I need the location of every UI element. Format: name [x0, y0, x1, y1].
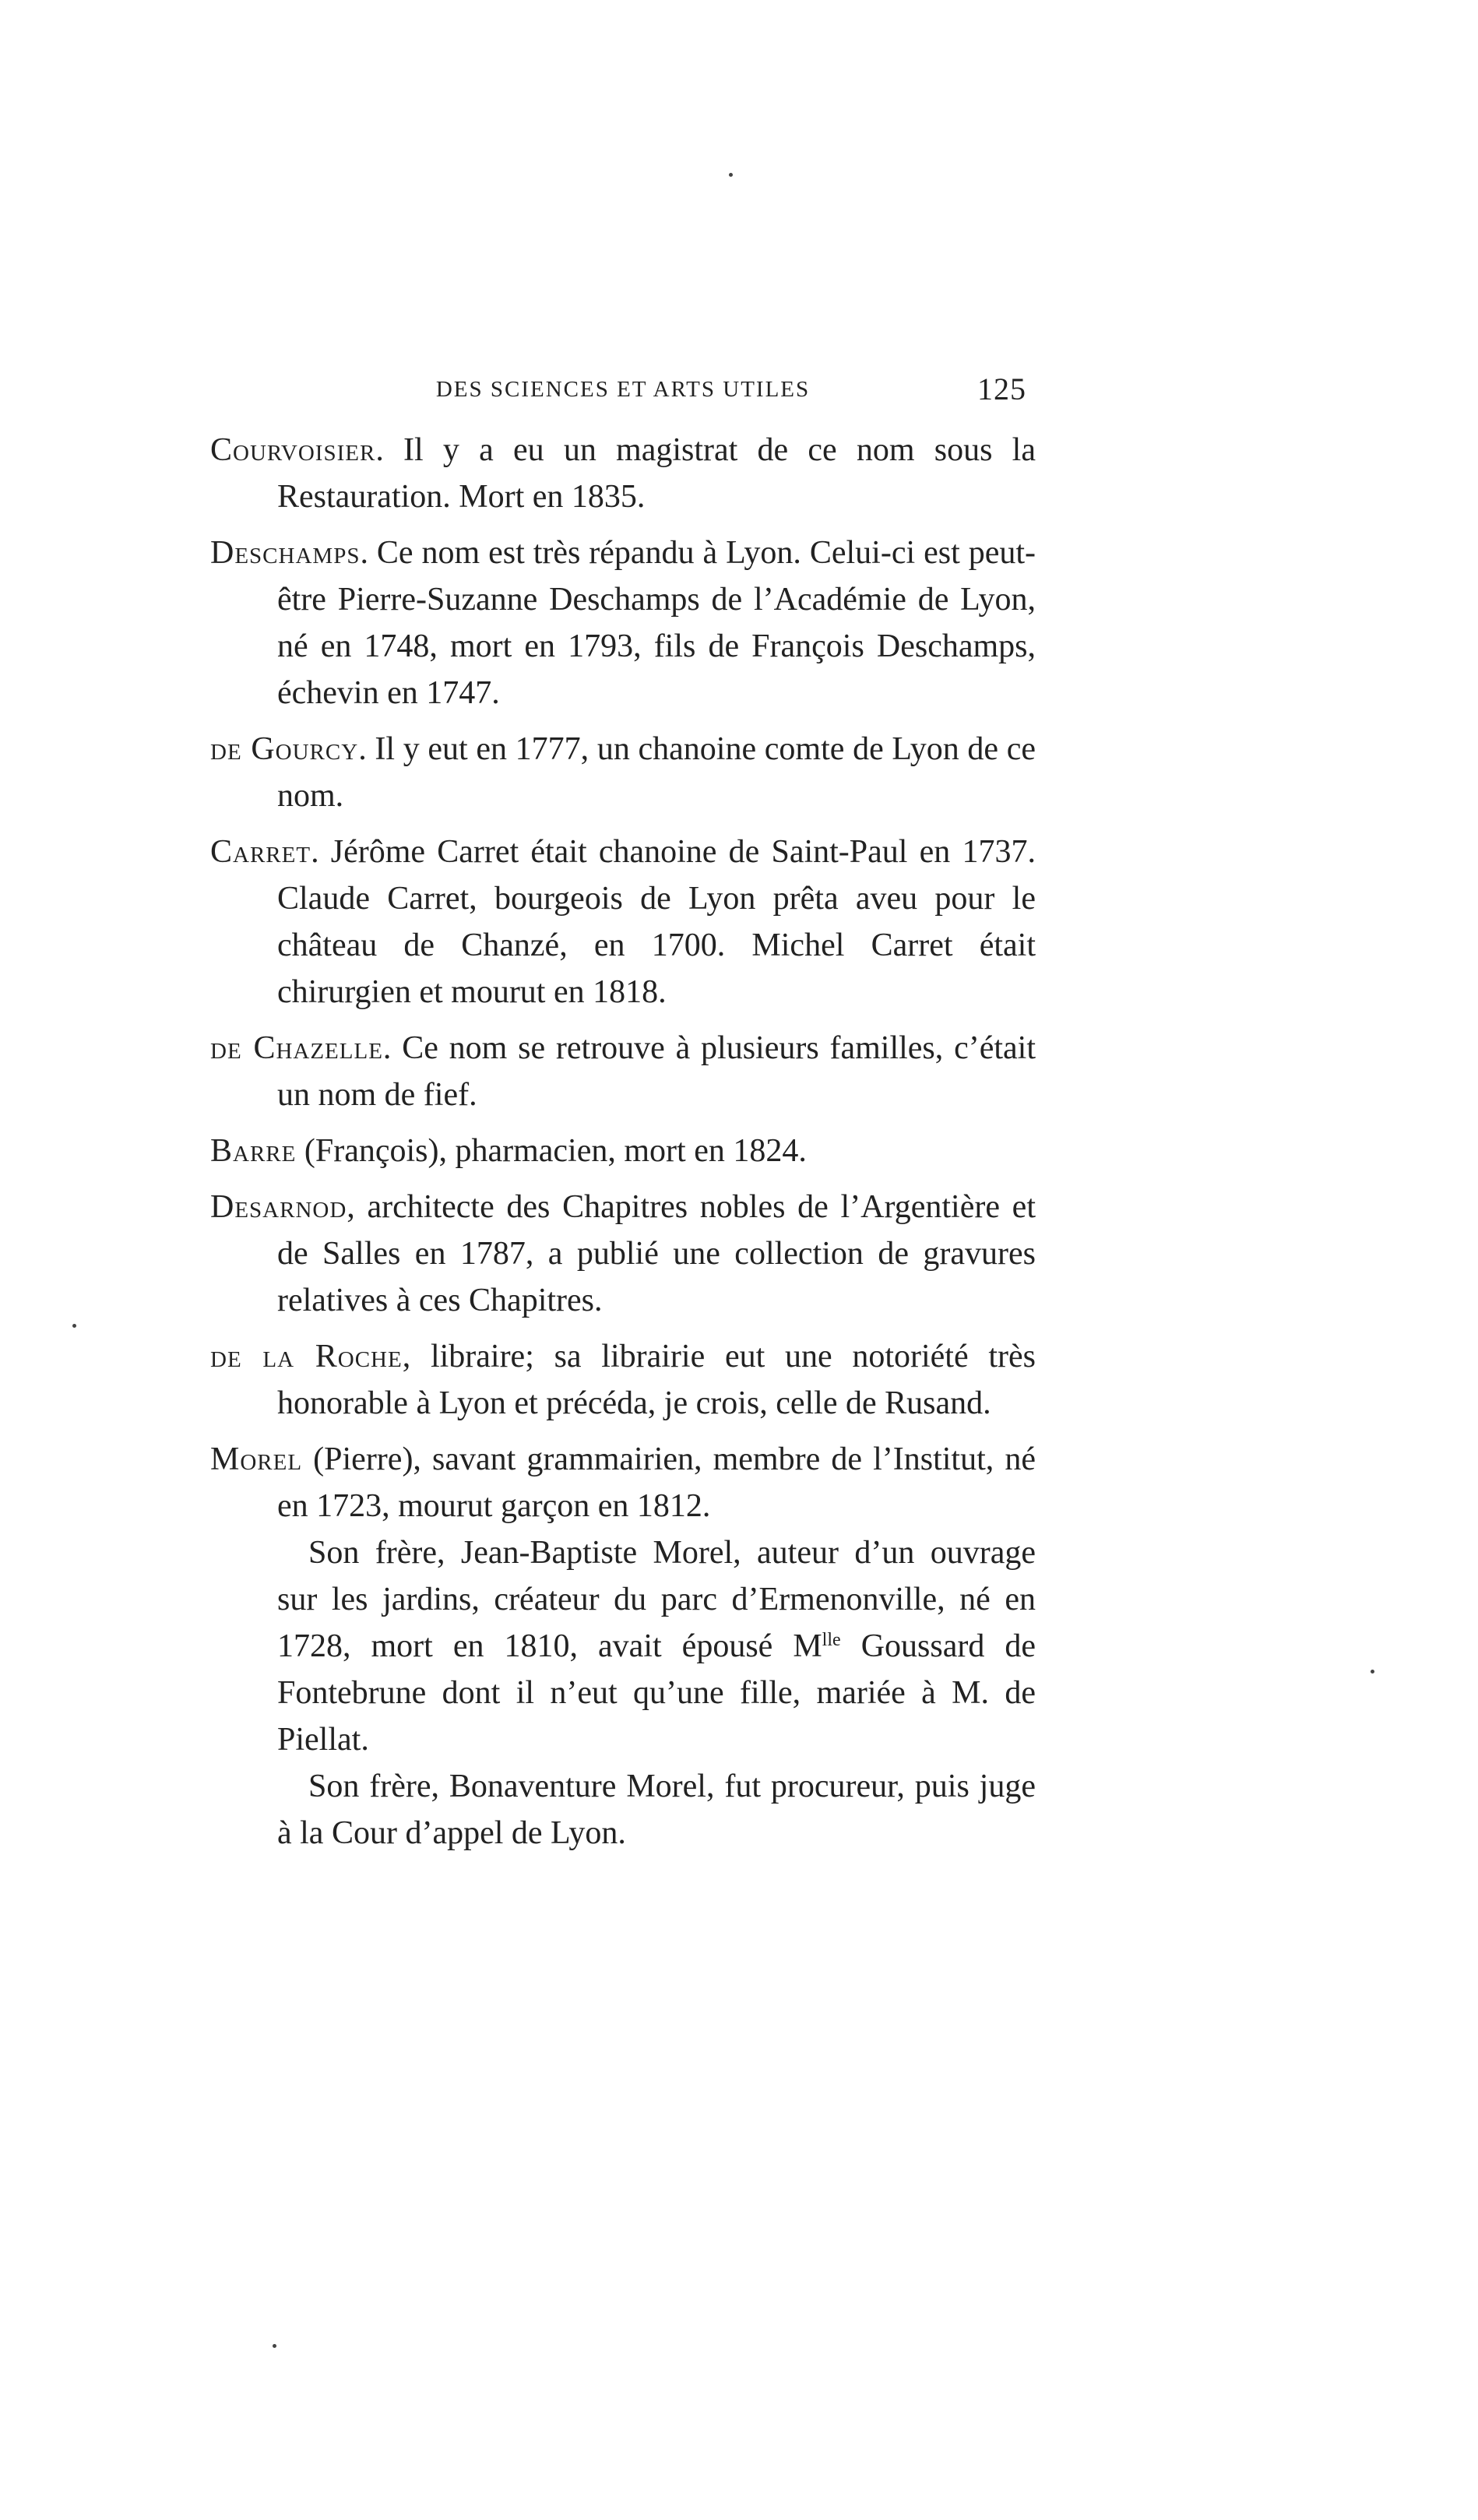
entry-deschamps — [210, 530, 1036, 716]
entry-list — [210, 427, 1036, 1857]
entry-de-la-roche — [210, 1333, 1036, 1427]
entry-name: Carret — [210, 834, 311, 870]
morel-paragraph-jean-baptiste — [277, 1529, 1036, 1763]
entry-barre — [210, 1128, 1036, 1174]
morel-paragraph-bonaventure — [277, 1763, 1036, 1857]
entry-morel — [210, 1436, 1036, 1529]
entry-text: . Ce nom est très répandu à Lyon. Celui-ci est peut-être Pierre-Suzanne Deschamps de l’Académie de Lyon, né en 1748, mort en 1793, fils de François Deschamps, échevin en 1747. — [277, 535, 1036, 711]
paragraph-text: Son frère, Jean-Baptiste Morel, auteur d’un ouvrage sur les jardins, créateur du parc d’Ermenonville, né en 1728, mort en 1810, avait épousé M — [277, 1535, 1036, 1664]
running-head — [210, 371, 1036, 410]
entry-name: Barre — [210, 1133, 297, 1169]
paper-speck — [1371, 1670, 1374, 1674]
running-title: DES SCIENCES ET ARTS UTILES — [435, 377, 811, 402]
entry-text: . Jérôme Carret était chanoine de Saint-Paul en 1737. Claude Carret, bourgeois de Lyon prêta aveu pour le château de Chanzé, en 1700. Michel Carret était chirurgien et mourut en 1818. — [277, 834, 1036, 1010]
entry-de-chazelle — [210, 1025, 1036, 1118]
page-number: 125 — [977, 371, 1026, 407]
paragraph-text: Son frère, Bonaventure Morel, fut procureur, puis juge à la Cour d’appel de Lyon. — [277, 1769, 1036, 1851]
entry-name: de Gourcy — [210, 731, 359, 767]
entry-name: Desarnod — [210, 1189, 347, 1225]
paragraph-text: Goussard de Fontebrune dont il n’eut qu’une fille, mariée à M. de Piellat. — [277, 1628, 1036, 1758]
entry-de-gourcy — [210, 726, 1036, 819]
entry-name: Morel — [210, 1441, 303, 1477]
entry-text: (François), pharmacien, mort en 1824. — [296, 1133, 807, 1169]
entry-carret — [210, 829, 1036, 1015]
book-page — [210, 0, 1036, 2520]
entry-text: . Il y eut en 1777, un chanoine comte de Lyon de ce nom. — [277, 731, 1036, 814]
entry-text: , libraire; sa librairie eut une notoriété très honorable à Lyon et précéda, je crois, celle de Rusand. — [277, 1339, 1036, 1421]
entry-name: Courvoisier — [210, 432, 376, 468]
entry-text: . Ce nom se retrouve à plusieurs familles, c’était un nom de fief. — [277, 1030, 1036, 1113]
entry-text: . Il y a eu un magistrat de ce nom sous la Restauration. Mort en 1835. — [277, 432, 1036, 515]
paper-speck — [729, 173, 733, 177]
superscript: lle — [822, 1630, 841, 1650]
entry-courvoisier — [210, 427, 1036, 520]
entry-text: , architecte des Chapitres nobles de l’Argentière et de Salles en 1787, a publié une collection de gravures relatives à ces Chapitres. — [277, 1189, 1036, 1318]
entry-name: de Chazelle — [210, 1030, 383, 1066]
entry-name: Deschamps — [210, 535, 361, 571]
paper-speck — [273, 2344, 276, 2348]
entry-name: de la Roche — [210, 1339, 403, 1374]
entry-desarnod — [210, 1184, 1036, 1324]
entry-text: (Pierre), savant grammairien, membre de l’Institut, né en 1723, mourut garçon en 1812. — [277, 1441, 1036, 1524]
paper-speck — [72, 1324, 76, 1328]
